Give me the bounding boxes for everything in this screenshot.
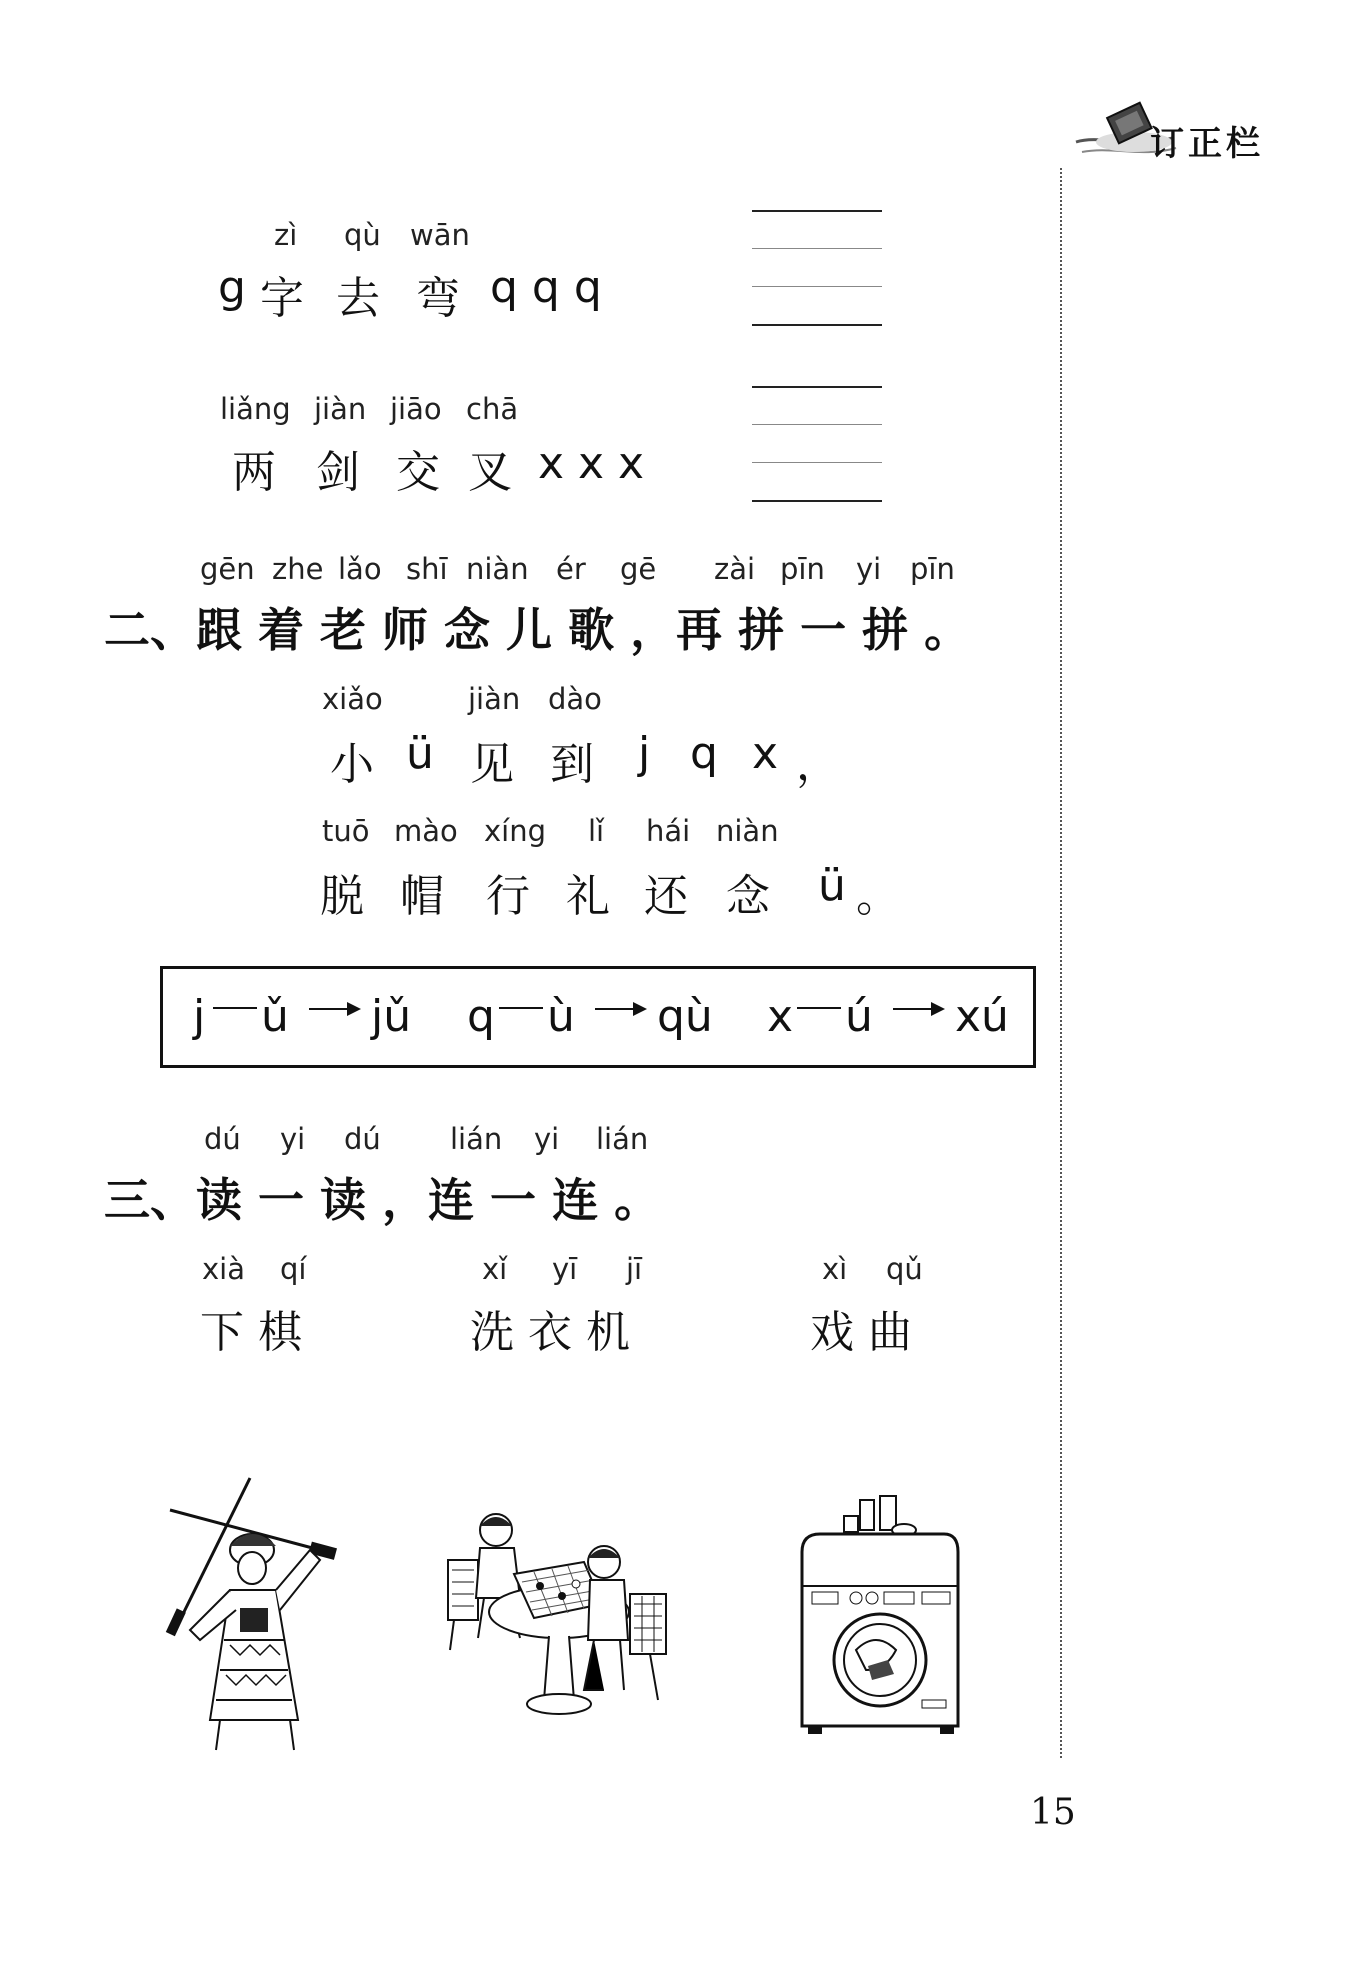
pinyin: wān <box>410 218 470 252</box>
writing-line <box>752 424 882 425</box>
pinyin: niàn <box>466 552 529 586</box>
pinyin: zì <box>274 218 298 252</box>
rhyme-char: 礼 <box>566 871 610 922</box>
rhyme-char: ü <box>818 860 846 911</box>
initial-j: j <box>193 991 206 1042</box>
final: ǔ <box>261 991 289 1042</box>
pinyin: lǐ <box>588 814 605 848</box>
rhyme-char: x <box>752 728 779 779</box>
rhyme-char: 剑 <box>316 447 360 498</box>
writing-line <box>752 324 882 326</box>
pinyin: jī <box>626 1252 643 1286</box>
word-xiyiji[interactable]: 洗 衣 机 <box>470 1307 630 1358</box>
opera-performer-picture[interactable] <box>160 1470 360 1760</box>
pinyin: xǐ <box>482 1252 508 1286</box>
pinyin: zhe <box>272 552 324 586</box>
rhyme-char: 字 <box>260 273 304 324</box>
pinyin: lián <box>596 1122 649 1156</box>
writing-line <box>752 500 882 502</box>
pinyin: jiàn <box>314 392 367 426</box>
rhyme-char: 叉 <box>468 447 512 498</box>
rhyme-char: 念 <box>726 871 770 922</box>
pinyin: pīn <box>910 552 955 586</box>
pinyin: yi <box>534 1122 560 1156</box>
pinyin: yi <box>280 1122 306 1156</box>
rhyme-char: ， <box>796 739 840 790</box>
final: ú <box>845 991 873 1042</box>
pinyin: yi <box>856 552 882 586</box>
writing-line <box>752 286 882 287</box>
rhyme-char: q q q <box>490 262 602 313</box>
pinyin: xià <box>202 1252 245 1286</box>
pinyin: mào <box>394 814 458 848</box>
pinyin: qǔ <box>886 1252 923 1286</box>
initial-q: q <box>467 991 495 1042</box>
syllable: xú <box>955 991 1009 1042</box>
rhyme-char: 两 <box>232 447 276 498</box>
pinyin: dào <box>548 682 602 716</box>
dash <box>499 1007 543 1009</box>
children-chess-picture[interactable] <box>444 1500 674 1740</box>
arrow-icon <box>891 997 945 1025</box>
syllable: jǔ <box>371 991 412 1042</box>
arrow-icon <box>307 997 361 1025</box>
pinyin: dú <box>204 1122 241 1156</box>
dash <box>213 1007 257 1009</box>
rhyme-char: q <box>690 728 718 779</box>
pinyin: xiǎo <box>322 682 383 716</box>
washing-machine-picture[interactable] <box>794 1490 964 1740</box>
pinyin: xíng <box>484 814 547 848</box>
rhyme-char: 小 <box>330 739 374 790</box>
pinyin: pīn <box>780 552 825 586</box>
writing-line <box>752 386 882 388</box>
pinyin: gē <box>620 552 657 586</box>
rhyme-char: 到 <box>550 739 594 790</box>
section-heading: 二、跟 着 老 师 念 儿 歌 ，再 拼 一 拼 。 <box>104 603 971 657</box>
rhyme-char: 交 <box>396 447 440 498</box>
syllable: qù <box>657 991 713 1042</box>
pinyin: niàn <box>716 814 779 848</box>
pinyin: dú <box>344 1122 381 1156</box>
writing-line <box>752 248 882 249</box>
pinyin: tuō <box>322 814 370 848</box>
correction-column-header <box>1072 88 1292 168</box>
page-number: 15 <box>1030 1792 1076 1833</box>
pinyin: chā <box>466 392 519 426</box>
pinyin: zài <box>714 552 756 586</box>
dash <box>797 1007 841 1009</box>
pinyin: qù <box>344 218 381 252</box>
writing-line <box>752 210 882 212</box>
rhyme-char: 脱 <box>320 871 364 922</box>
rhyme-char: 弯 <box>416 273 460 324</box>
pinyin: gēn <box>200 552 255 586</box>
rhyme-char: 去 <box>336 273 380 324</box>
rhyme-char: x x x <box>538 438 645 489</box>
word-xiaqi[interactable]: 下 棋 <box>200 1307 302 1358</box>
rhyme-char: ü <box>406 728 434 779</box>
pinyin: qí <box>280 1252 307 1286</box>
final: ù <box>547 991 575 1042</box>
rhyme-char: g <box>218 262 246 313</box>
pinyin: lián <box>450 1122 503 1156</box>
rhyme-char: 行 <box>486 871 530 922</box>
pinyin: jiāo <box>390 392 442 426</box>
rhyme-char: 见 <box>470 739 514 790</box>
pinyin: xì <box>822 1252 848 1286</box>
correction-divider <box>1060 168 1062 1758</box>
initial-x: x <box>767 991 794 1042</box>
rhyme-char: 还 <box>644 871 688 922</box>
pinyin: shī <box>406 552 448 586</box>
rhyme-char: j <box>638 728 651 779</box>
arrow-icon <box>593 997 647 1025</box>
writing-line <box>752 462 882 463</box>
pinyin: hái <box>646 814 691 848</box>
section-heading: 三、读 一 读 ，连 一 连 。 <box>104 1173 661 1227</box>
pinyin: lǎo <box>338 552 382 586</box>
pinyin: jiàn <box>468 682 521 716</box>
pinyin: liǎng <box>220 392 291 426</box>
spelling-box <box>160 966 1036 1068</box>
word-xiqu[interactable]: 戏 曲 <box>810 1307 912 1358</box>
correction-label: 订正栏 <box>1150 124 1264 164</box>
pinyin: yī <box>552 1252 578 1286</box>
rhyme-char: 。 <box>856 871 900 922</box>
rhyme-char: 帽 <box>400 871 444 922</box>
pinyin: ér <box>556 552 586 586</box>
